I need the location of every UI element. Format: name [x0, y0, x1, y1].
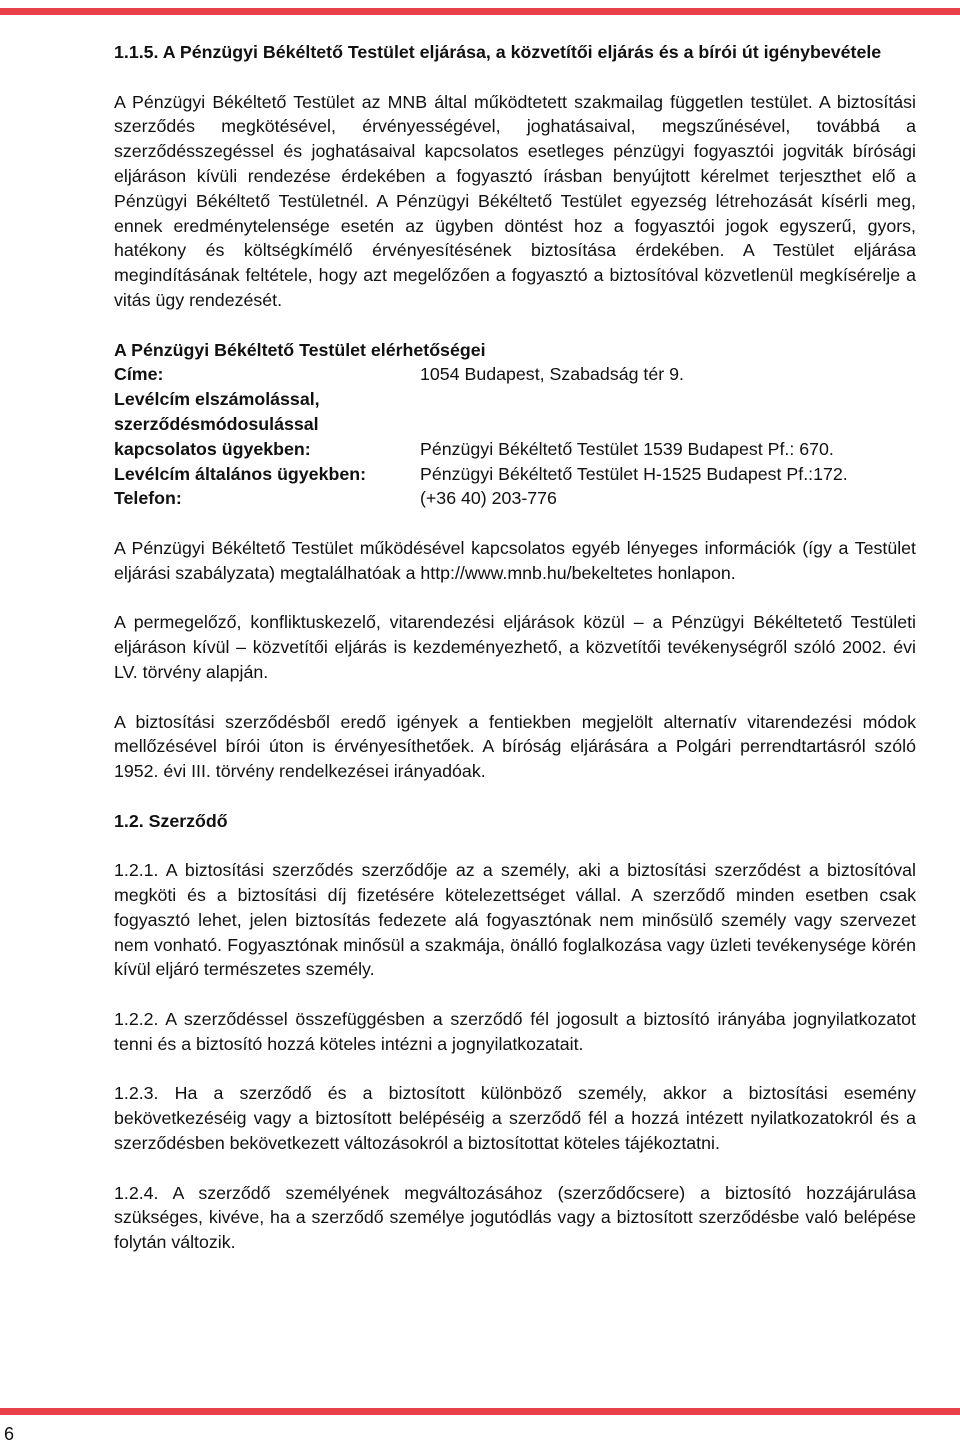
paragraph-rules: A Pénzügyi Békéltető Testület működésével kapcsolatos egyéb lényeges információk (így a Testület eljárási szabályzata) megtalálhatóak a http://www.mnb.hu/bekeltetes honlapon.	[114, 537, 916, 583]
contact-block	[114, 338, 916, 512]
paragraph-1-2-1: 1.2.1. A biztosítási szerződés szerződője az a személy, aki a biztosítási szerződést a biztosítóval megköti és a biztosítási díj fizetésére kötelezettséget vállal. A szerződő minden esetben csak fogyasztó lehet, jelen biztosítás fedezete alá fogyasztónak nem minősülő személy vagy szervezet nem vonható. Fogyasztónak minősül a szakmája, önálló foglalkozása vagy üzleti tevékenysége körén kívül eljáró természetes személy.	[114, 860, 916, 980]
document-body	[114, 40, 916, 1255]
billing-label-line: kapcsolatos ügyekben:	[114, 438, 311, 459]
paragraph-1-2-3: 1.2.3. Ha a szerződő és a biztosított különböző személy, akkor a biztosítási esemény bekövetkezéséig vagy a biztosított belépéséig a szerződő fél a hozzá intézett nyilatkozatokról és a szerződésben bekövetkezett változásokról a biztosítottat köteles tájékoztatni.	[114, 1083, 916, 1154]
general-value: Pénzügyi Békéltető Testület H-1525 Budapest Pf.:172.	[420, 463, 848, 484]
paragraph-mediation: A permegelőző, konfliktuskezelő, vitarendezési eljárások közül – a Pénzügyi Békéltetető Testületi eljáráson kívül – közvetítői eljárás is kezdeményezhető, a közvetítői tevékenységről szóló 2002. évi LV. törvény alapján.	[114, 612, 916, 682]
contacts-title: A Pénzügyi Békéltető Testület elérhetőségei	[114, 339, 486, 360]
address-label: Címe:	[114, 364, 164, 385]
general-label: Levélcím általános ügyekben:	[114, 463, 366, 484]
billing-label	[114, 387, 420, 461]
bottom-accent-bar	[0, 1408, 960, 1415]
phone-value: (+36 40) 203-776	[420, 488, 557, 509]
billing-value: Pénzügyi Békéltető Testület 1539 Budapest Pf.: 670.	[420, 438, 834, 459]
billing-label-line: Levélcím elszámolással,	[114, 389, 320, 410]
paragraph-intro: A Pénzügyi Békéltető Testület az MNB által működtetett szakmailag független testület. A biztosítási szerződés megkötésével, érvényességével, joghatásaival, megszűnésével, továbbá a szerződésszegéssel és joghatásaival kapcsolatos esetleges pénzügyi fogyasztói jogviták bírósági eljáráson kívüli rendezése érdekében a fogyasztó írásban benyújtott kérelmet terjeszthet elő a Pénzügyi Békéltető Testületnél. A Pénzügyi Békéltető Testület egyezség létrehozását kísérli meg, ennek eredménytelensége esetén az ügyben döntést hoz a fogyasztói jogok egyszerű, gyors, hatékony és költségkímélő érvényesítésének biztosítása érdekében. A Testület eljárása megindításának feltétele, hogy azt megelőzően a fogyasztó a biztosítóval közvetlenül megkísérelje a vitás ügy rendezését.	[114, 91, 916, 310]
contact-row-phone	[114, 486, 916, 511]
section-title: 1.1.5. A Pénzügyi Békéltető Testület eljárása, a közvetítői eljárás és a bírói út igénybevétele	[114, 42, 882, 62]
billing-label-line: szerződésmódosulással	[114, 413, 319, 434]
paragraph-court: A biztosítási szerződésből eredő igények a fentiekben megjelölt alternatív vitarendezési módok mellőzésével bírói úton is érvényesíthetőek. A bíróság eljárására a Polgári perrendtartásról szóló 1952. évi III. törvény rendelkezései irányadóak.	[114, 711, 916, 782]
phone-label: Telefon:	[114, 488, 182, 509]
paragraph-1-2-2: 1.2.2. A szerződéssel összefüggésben a szerződő fél jogosult a biztosító irányába jognyilatkozatot tenni és a biztosító hozzá köteles intézni a jognyilatkozatait.	[114, 1009, 916, 1054]
contact-row-billing	[114, 387, 916, 461]
contact-row-address	[114, 362, 916, 387]
section2-title: 1.2. Szerződő	[114, 810, 228, 831]
page-number: 6	[4, 1424, 15, 1444]
paragraph-1-2-4: 1.2.4. A szerződő személyének megváltozásához (szerződőcsere) a biztosító hozzájárulása szükséges, kivéve, ha a szerződő személye jogutódlás vagy a biztosított szerződésbe való belépése folytán változik.	[114, 1182, 916, 1253]
address-value: 1054 Budapest, Szabadság tér 9.	[420, 364, 684, 385]
contact-row-general	[114, 462, 916, 487]
top-accent-bar	[0, 8, 960, 15]
